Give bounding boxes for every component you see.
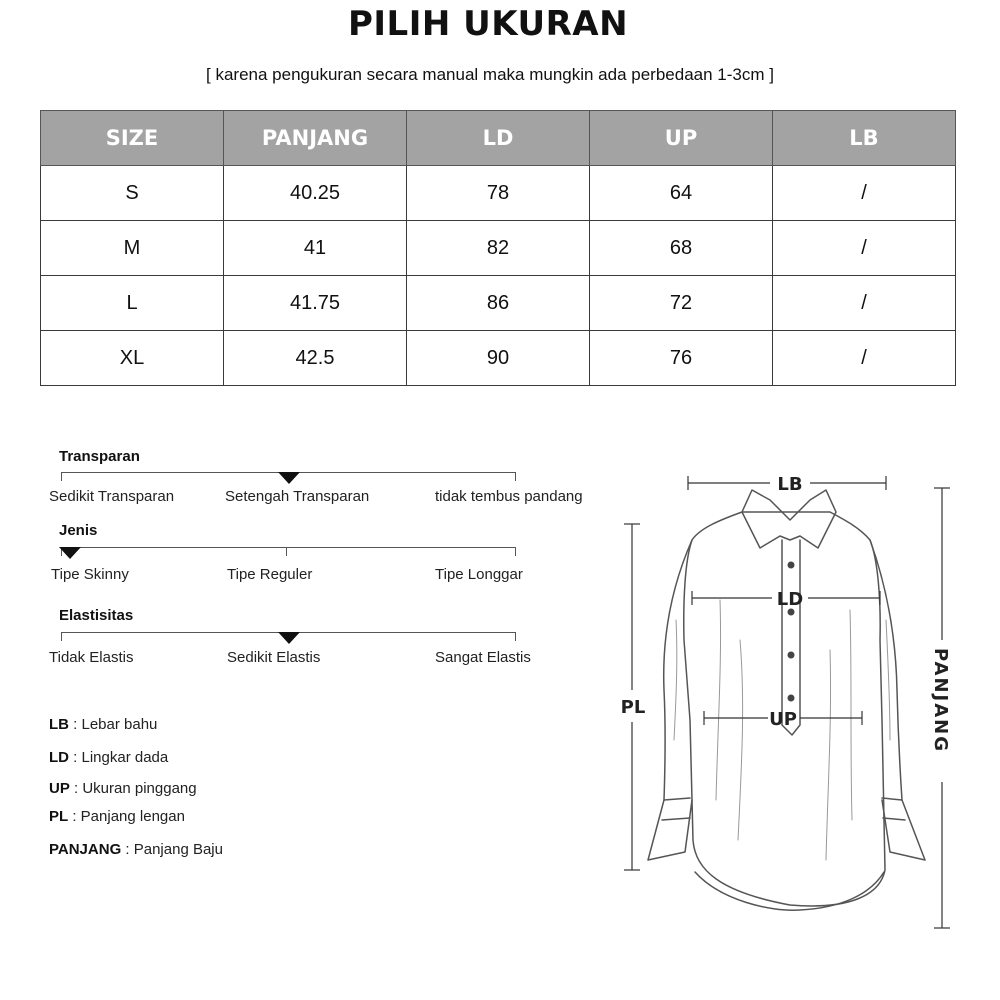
scale-option: Tidak Elastis [49, 649, 134, 666]
table-cell: XL [41, 331, 224, 386]
scale-tick [515, 472, 516, 481]
scale-option: tidak tembus pandang [435, 488, 583, 505]
table-cell: 82 [407, 221, 590, 276]
table-cell: 76 [590, 331, 773, 386]
elasticity-scale [0, 607, 620, 677]
table-cell: / [773, 221, 956, 276]
legend-item-panjang [49, 841, 223, 858]
legend-desc: : Panjang Baju [121, 841, 223, 858]
lb-label: LB [777, 474, 803, 495]
legend-desc: : Ukuran pinggang [69, 780, 197, 797]
up-label: UP [769, 709, 797, 730]
scale-option: Tipe Reguler [227, 566, 313, 583]
table-row [41, 221, 956, 276]
table-cell: 41.75 [224, 276, 407, 331]
column-header-size: SIZE [41, 111, 224, 166]
table-cell: 78 [407, 166, 590, 221]
table-cell: / [773, 166, 956, 221]
table-cell: 68 [590, 221, 773, 276]
scale-marker [278, 632, 300, 644]
scale-option: Sedikit Transparan [49, 488, 175, 505]
page-title: PILIH UKURAN [347, 4, 629, 44]
column-header-up: UP [590, 111, 773, 166]
table-cell: 42.5 [224, 331, 407, 386]
pl-label: PL [620, 697, 646, 718]
scale-option: Sedikit Elastis [227, 649, 321, 666]
legend-item-pl [49, 808, 185, 825]
shirt-measurement-diagram [612, 460, 992, 940]
left-sleeve [648, 540, 692, 860]
legend-abbr: LB [49, 716, 69, 733]
legend-abbr: PL [49, 808, 69, 825]
transparency-scale [0, 448, 620, 518]
scale-option: Setengah Transparan [225, 488, 370, 505]
scale-tick [61, 632, 62, 641]
size-chart-table [40, 110, 956, 386]
left-cuff [662, 798, 690, 820]
right-cuff [882, 798, 905, 820]
scale-label: Elastisitas [59, 607, 134, 624]
scale-line [61, 547, 515, 548]
scale-marker [278, 472, 300, 484]
scale-label: Jenis [59, 522, 98, 539]
table-header-row [41, 111, 956, 166]
legend-item-up [49, 780, 197, 797]
scale-tick [61, 472, 62, 481]
scale-marker [59, 547, 81, 559]
table-cell: M [41, 221, 224, 276]
table-row [41, 331, 956, 386]
shirt-placket [782, 540, 800, 735]
shirt-collar [742, 490, 836, 548]
table-cell: / [773, 276, 956, 331]
legend-desc: : Lebar bahu [69, 716, 158, 733]
legend-abbr: LD [49, 749, 69, 766]
legend-item-lb [49, 716, 157, 733]
scale-tick [515, 632, 516, 641]
ld-label: LD [776, 589, 804, 610]
scale-tick [515, 547, 516, 556]
table-row [41, 276, 956, 331]
measurement-note: [ karena pengukuran secara manual maka mungkin ada perbedaan 1-3cm ] [206, 65, 774, 84]
legend-desc: : Panjang lengan [68, 808, 185, 825]
table-row [41, 166, 956, 221]
legend-abbr: UP [49, 780, 70, 797]
table-cell: 72 [590, 276, 773, 331]
table-cell: S [41, 166, 224, 221]
table-cell: L [41, 276, 224, 331]
table-cell: 40.25 [224, 166, 407, 221]
table-cell: 86 [407, 276, 590, 331]
scale-option: Tipe Longgar [435, 566, 523, 583]
table-cell: 64 [590, 166, 773, 221]
legend-item-ld [49, 749, 168, 766]
scale-tick [286, 547, 287, 556]
column-header-panjang: PANJANG [224, 111, 407, 166]
scale-option: Tipe Skinny [51, 566, 129, 583]
table-cell: / [773, 331, 956, 386]
legend-abbr: PANJANG [49, 841, 122, 858]
column-header-ld: LD [407, 111, 590, 166]
legend-desc: : Lingkar dada [69, 749, 169, 766]
fit-type-scale [0, 522, 620, 592]
scale-label: Transparan [59, 448, 140, 465]
table-cell: 90 [407, 331, 590, 386]
table-cell: 41 [224, 221, 407, 276]
column-header-lb: LB [773, 111, 956, 166]
scale-option: Sangat Elastis [435, 649, 531, 666]
panjang-label: PANJANG [930, 648, 951, 754]
shirt-buttons [788, 562, 795, 702]
